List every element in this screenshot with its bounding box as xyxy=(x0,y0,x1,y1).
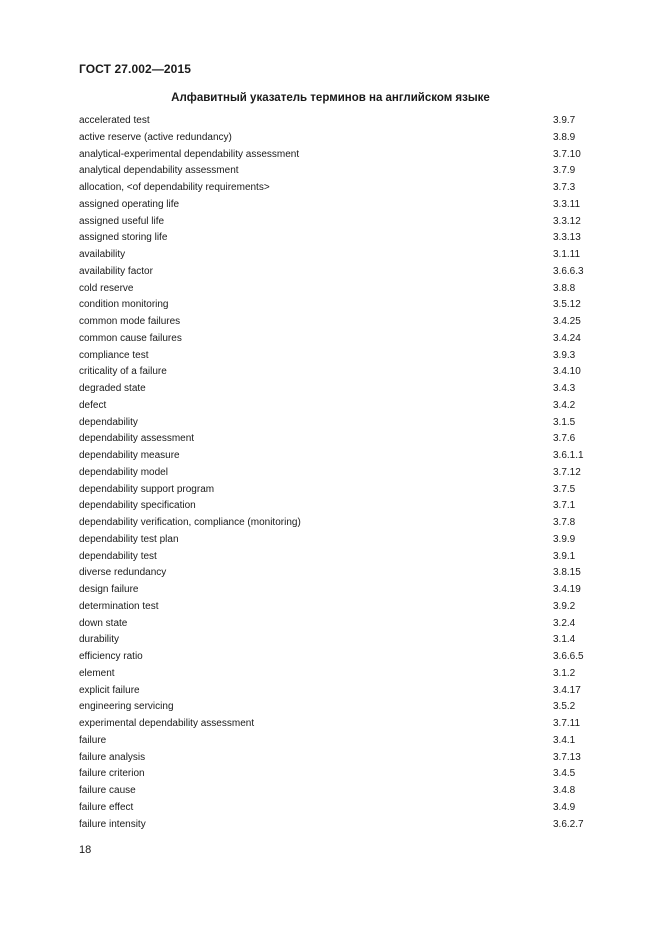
term-entry xyxy=(79,683,599,700)
term-entry xyxy=(79,314,599,331)
term-entry xyxy=(79,549,599,566)
term-entry xyxy=(79,230,599,247)
term-name: explicit failure xyxy=(79,684,140,696)
term-entry xyxy=(79,197,599,214)
term-reference: 3.7.9 xyxy=(553,165,576,177)
term-name: criticality of a failure xyxy=(79,366,167,378)
term-name: compliance test xyxy=(79,349,149,361)
term-entry xyxy=(79,532,599,549)
term-name: analytical dependability assessment xyxy=(79,165,239,177)
term-reference: 3.7.5 xyxy=(553,483,576,495)
term-name: diverse redundancy xyxy=(79,567,167,579)
term-entry xyxy=(79,800,599,817)
term-name: dependability xyxy=(79,416,138,428)
term-name: down state xyxy=(79,617,128,629)
term-name: failure xyxy=(79,734,107,746)
term-entry xyxy=(79,381,599,398)
term-reference: 3.7.8 xyxy=(553,517,576,528)
term-name: failure criterion xyxy=(79,768,145,780)
term-name: failure intensity xyxy=(79,818,146,830)
term-name: dependability measure xyxy=(79,450,180,461)
term-reference: 3.3.11 xyxy=(553,198,581,210)
term-reference: 3.4.9 xyxy=(553,801,576,813)
term-reference: 3.4.17 xyxy=(553,684,581,696)
term-reference: 3.8.15 xyxy=(553,567,581,579)
term-name: failure analysis xyxy=(79,751,146,763)
term-reference: 3.1.2 xyxy=(553,667,576,679)
term-reference: 3.3.13 xyxy=(553,232,581,244)
term-reference: 3.9.3 xyxy=(553,349,576,361)
term-name: dependability specification xyxy=(79,500,196,512)
term-name: common mode failures xyxy=(79,316,181,327)
term-entry xyxy=(79,766,599,783)
term-name: failure effect xyxy=(79,801,134,813)
term-entry xyxy=(79,733,599,750)
term-entry xyxy=(79,163,599,180)
term-reference: 3.9.2 xyxy=(553,600,576,612)
term-entry xyxy=(79,498,599,515)
term-reference: 3.4.3 xyxy=(553,383,576,394)
term-reference: 3.4.8 xyxy=(553,785,576,796)
term-name: common cause failures xyxy=(79,332,182,344)
term-entry xyxy=(79,147,599,164)
term-name: assigned operating life xyxy=(79,198,180,210)
term-name: dependability test plan xyxy=(79,533,179,545)
term-reference: 3.4.10 xyxy=(553,366,581,378)
term-reference: 3.2.4 xyxy=(553,617,576,629)
term-name: dependability assessment xyxy=(79,433,195,445)
term-name: efficiency ratio xyxy=(79,651,143,662)
term-entry xyxy=(79,348,599,365)
term-reference: 3.4.5 xyxy=(553,768,576,780)
term-entry xyxy=(79,783,599,800)
term-reference: 3.5.2 xyxy=(553,701,576,713)
term-reference: 3.9.9 xyxy=(553,533,576,545)
term-entry xyxy=(79,599,599,616)
term-reference: 3.4.24 xyxy=(553,332,581,344)
term-name: dependability test xyxy=(79,550,157,562)
term-name: cold reserve xyxy=(79,282,134,294)
term-reference: 3.6.6.3 xyxy=(553,265,584,277)
term-reference: 3.4.25 xyxy=(553,316,581,327)
term-name: engineering servicing xyxy=(79,701,174,713)
term-name: assigned useful life xyxy=(79,215,165,227)
term-name: allocation, <of dependability requirements> xyxy=(79,182,270,193)
term-entry xyxy=(79,398,599,415)
term-entry xyxy=(79,666,599,683)
term-name: assigned storing life xyxy=(79,232,168,244)
term-name: element xyxy=(79,667,115,679)
term-name: experimental dependability assessment xyxy=(79,718,255,729)
term-reference: 3.8.8 xyxy=(553,282,576,294)
term-entry xyxy=(79,465,599,482)
term-reference: 3.4.1 xyxy=(553,734,576,746)
term-entry xyxy=(79,448,599,465)
term-name: design failure xyxy=(79,584,139,595)
term-entry xyxy=(79,582,599,599)
term-entry xyxy=(79,247,599,264)
term-reference: 3.1.4 xyxy=(553,634,576,646)
term-entry xyxy=(79,113,599,130)
index-title: Алфавитный указатель терминов на английском языке xyxy=(171,92,490,104)
document-code: ГОСТ 27.002—2015 xyxy=(79,62,192,76)
term-name: degraded state xyxy=(79,383,146,394)
term-name: analytical-experimental dependability assessment xyxy=(79,148,300,160)
term-reference: 3.6.2.7 xyxy=(553,818,584,830)
term-entry xyxy=(79,565,599,582)
term-reference: 3.8.9 xyxy=(553,131,576,143)
term-name: active reserve (active redundancy) xyxy=(79,131,232,143)
term-name: dependability model xyxy=(79,466,168,478)
term-name: dependability verification, compliance (monitoring) xyxy=(79,517,301,528)
term-entry xyxy=(79,482,599,499)
term-entry xyxy=(79,632,599,649)
term-reference: 3.9.7 xyxy=(553,115,576,126)
term-entry xyxy=(79,297,599,314)
term-entry xyxy=(79,616,599,633)
term-reference: 3.6.6.5 xyxy=(553,651,584,662)
term-name: accelerated test xyxy=(79,115,150,126)
term-reference: 3.1.11 xyxy=(553,249,581,260)
term-name: dependability support program xyxy=(79,483,215,495)
term-entry xyxy=(79,431,599,448)
term-entry xyxy=(79,364,599,381)
term-entry xyxy=(79,649,599,666)
term-name: determination test xyxy=(79,600,159,612)
term-entry xyxy=(79,515,599,532)
term-index-list xyxy=(79,113,599,833)
term-entry xyxy=(79,264,599,281)
term-entry xyxy=(79,817,599,834)
term-reference: 3.7.3 xyxy=(553,182,576,193)
term-reference: 3.1.5 xyxy=(553,416,576,428)
term-reference: 3.5.12 xyxy=(553,299,581,311)
term-reference: 3.7.12 xyxy=(553,466,581,478)
term-name: defect xyxy=(79,399,107,411)
term-entry xyxy=(79,750,599,767)
term-reference: 3.7.6 xyxy=(553,433,576,445)
term-name: availability factor xyxy=(79,265,153,277)
term-entry xyxy=(79,331,599,348)
term-reference: 3.4.2 xyxy=(553,399,576,411)
term-entry xyxy=(79,130,599,147)
term-entry xyxy=(79,716,599,733)
term-entry xyxy=(79,180,599,197)
term-reference: 3.7.10 xyxy=(553,148,581,160)
term-entry xyxy=(79,281,599,298)
term-entry xyxy=(79,214,599,231)
term-name: durability xyxy=(79,634,120,646)
term-name: availability xyxy=(79,249,126,260)
term-reference: 3.6.1.1 xyxy=(553,450,584,461)
term-name: condition monitoring xyxy=(79,299,169,311)
page-number: 18 xyxy=(79,844,92,856)
term-reference: 3.7.13 xyxy=(553,751,581,763)
term-reference: 3.3.12 xyxy=(553,215,581,227)
term-name: failure cause xyxy=(79,785,136,796)
term-entry xyxy=(79,699,599,716)
term-reference: 3.4.19 xyxy=(553,584,581,595)
term-entry xyxy=(79,415,599,432)
term-reference: 3.7.1 xyxy=(553,500,576,512)
term-reference: 3.7.11 xyxy=(553,718,581,729)
term-reference: 3.9.1 xyxy=(553,550,576,562)
